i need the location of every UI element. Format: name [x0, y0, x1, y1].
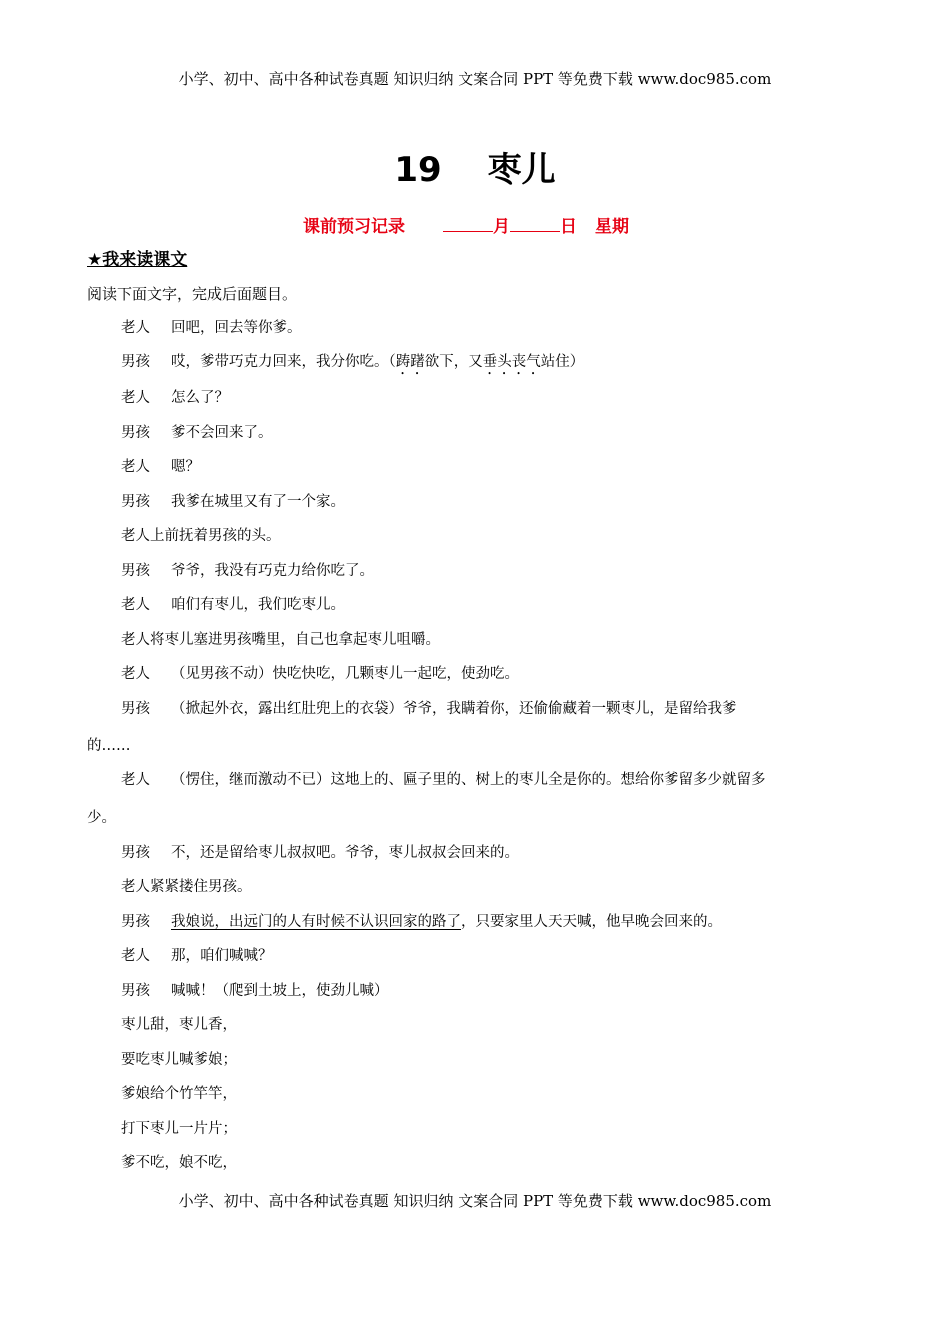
section-heading: ★我来读课文	[87, 250, 188, 270]
rhyme-line: 枣儿甜，枣儿香，	[121, 1017, 237, 1033]
record-label: 课前预习记录	[303, 217, 405, 237]
script-line	[121, 979, 389, 1000]
speaker: 老人	[121, 666, 150, 682]
script-line	[121, 910, 722, 931]
script-line	[121, 662, 519, 683]
line-continuation: 少。	[87, 810, 116, 826]
line-continuation: 的……	[87, 738, 131, 754]
line-text: 回吧，回去等你爹。	[171, 320, 302, 336]
script-line	[121, 697, 737, 718]
rhyme-line: 要吃枣儿喊爹娘；	[121, 1052, 237, 1068]
stage-direction: 老人上前抚着男孩的头。	[121, 528, 281, 544]
stage-direction: 老人紧紧搂住男孩。	[121, 879, 252, 895]
speaker: 男孩	[121, 914, 150, 930]
line-text: 喊喊！（爬到土坡上，使劲儿喊）	[171, 983, 389, 999]
page-header: 小学、初中、高中各种试卷真题 知识归纳 文案合同 PPT 等免费下载 www.doc985.com	[178, 70, 772, 88]
line-text: 怎么了？	[171, 390, 229, 406]
rhyme-line: 打下枣儿一片片；	[121, 1121, 237, 1137]
day-blank[interactable]	[510, 217, 560, 232]
underlined-sentence: 我娘说，出远门的人有时候不认识回家的路了	[171, 914, 461, 930]
script-line	[121, 841, 519, 862]
speaker: 男孩	[121, 425, 150, 441]
speaker: 男孩	[121, 983, 150, 999]
speaker: 男孩	[121, 563, 150, 579]
stage-direction: 老人将枣儿塞进男孩嘴里，自己也拿起枣儿咀嚼。	[121, 632, 440, 648]
weekday-label: 星期	[595, 217, 629, 237]
line-text: 欲下，又	[424, 354, 483, 370]
line-text: 那，咱们喊喊？	[171, 948, 273, 964]
month-label: 月	[493, 217, 510, 237]
page-footer: 小学、初中、高中各种试卷真题 知识归纳 文案合同 PPT 等免费下载 www.doc985.com	[178, 1192, 772, 1210]
page-title	[0, 142, 950, 191]
speaker: 老人	[121, 772, 150, 788]
script-line	[121, 768, 766, 789]
script-line	[121, 559, 374, 580]
speaker: 男孩	[121, 701, 150, 717]
line-text: 站住）	[540, 354, 585, 370]
line-text: （掀起外衣，露出红肚兜上的衣袋）爷爷，我瞒着你，还偷偷藏着一颗枣儿，是留给我爹	[171, 701, 737, 717]
lesson-title: 枣儿	[487, 150, 556, 190]
line-text: 不，还是留给枣儿叔叔吧。爷爷，枣儿叔叔会回来的。	[171, 845, 519, 861]
emphasized-word: 垂头丧气	[482, 354, 541, 370]
line-text: 嗯？	[171, 459, 200, 475]
day-label: 日	[560, 217, 577, 237]
speaker: 老人	[121, 320, 150, 336]
script-line	[121, 386, 229, 407]
emphasized-word: 踌躇	[395, 354, 425, 370]
month-blank[interactable]	[443, 217, 493, 232]
line-text: 哎，爹带巧克力回来，我分你吃。（	[171, 354, 396, 370]
lesson-number: 19	[394, 150, 442, 190]
script-line	[121, 944, 273, 965]
script-line	[121, 593, 345, 614]
line-text: ，只要家里人天天喊，他早晚会回来的。	[461, 914, 722, 930]
speaker: 老人	[121, 390, 150, 406]
script-line	[121, 421, 273, 442]
script-line	[121, 350, 584, 378]
speaker: 男孩	[121, 494, 150, 510]
script-line	[121, 316, 302, 337]
line-text: （愣住，继而激动不已）这地上的、匾子里的、树上的枣儿全是你的。想给你爹留多少就留多	[171, 772, 766, 788]
line-text: （见男孩不动）快吃快吃，几颗枣儿一起吃，使劲吃。	[171, 666, 519, 682]
rhyme-line: 爹不吃，娘不吃，	[121, 1155, 237, 1171]
speaker: 老人	[121, 597, 150, 613]
line-text: 我爹在城里又有了一个家。	[171, 494, 345, 510]
rhyme-line: 爹娘给个竹竿竿，	[121, 1086, 237, 1102]
speaker: 老人	[121, 948, 150, 964]
instruction: 阅读下面文字，完成后面题目。	[87, 285, 298, 303]
line-text: 咱们有枣儿，我们吃枣儿。	[171, 597, 345, 613]
speaker: 老人	[121, 459, 150, 475]
script-line	[121, 490, 345, 511]
speaker: 男孩	[121, 845, 150, 861]
line-text: 爹不会回来了。	[171, 425, 273, 441]
script-line	[121, 455, 200, 476]
line-text: 爷爷，我没有巧克力给你吃了。	[171, 563, 374, 579]
speaker: 男孩	[121, 354, 150, 370]
preview-record-line	[303, 212, 629, 237]
